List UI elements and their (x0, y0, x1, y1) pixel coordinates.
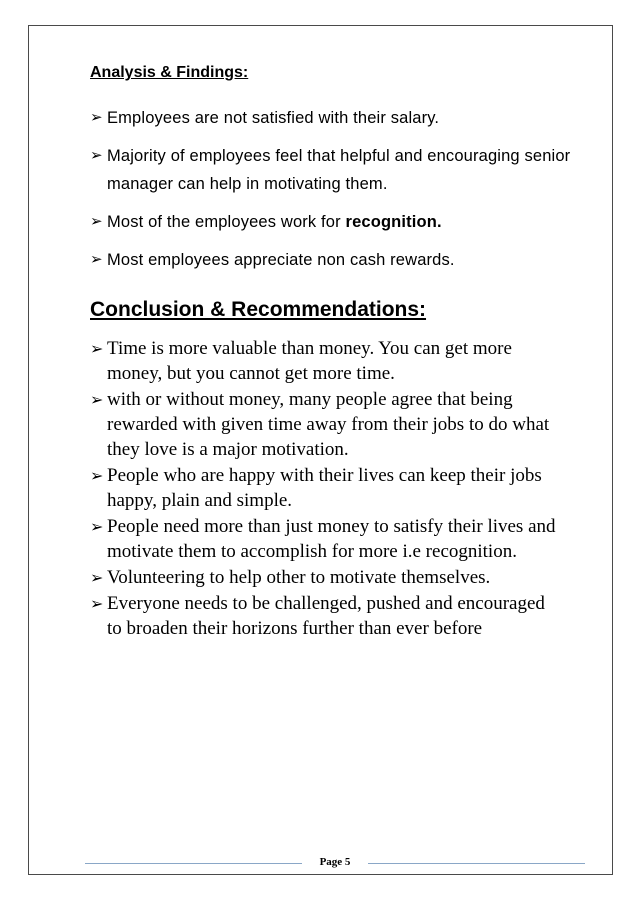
list-item: ➢ Majority of employees feel that helpful and encouraging senior manager can help in motivating them. (90, 142, 590, 198)
arrow-bullet-icon: ➢ (90, 594, 104, 613)
arrow-bullet-icon: ➢ (90, 213, 103, 230)
arrow-bullet-icon: ➢ (90, 251, 103, 268)
page-number: Page 5 (319, 856, 351, 868)
list-item: ➢ Everyone needs to be challenged, pushed and encouraged to broaden their horizons further than ever before (90, 593, 545, 639)
list-item: ➢ People need more than just money to satisfy their lives and motivate them to accomplish for more i.e recognition. (90, 516, 556, 562)
list-item: ➢ Employees are not satisfied with their salary. (90, 104, 590, 132)
list-item: ➢ Most of the employees work for recognition. (90, 208, 590, 236)
arrow-bullet-icon: ➢ (90, 147, 103, 164)
emphasis-recognition: recognition. (345, 213, 442, 231)
analysis-list (90, 104, 590, 274)
arrow-bullet-icon: ➢ (90, 390, 104, 409)
list-item: ➢ People who are happy with their lives can keep their jobs happy, plain and simple. (90, 465, 542, 511)
arrow-bullet-icon: ➢ (90, 466, 104, 485)
document-body (90, 62, 590, 642)
list-item: ➢ Volunteering to help other to motivate themselves. (90, 567, 491, 588)
footer-divider-right (368, 863, 585, 864)
arrow-bullet-icon: ➢ (90, 568, 104, 587)
list-item: ➢ Most employees appreciate non cash rewards. (90, 246, 590, 274)
conclusion-list (90, 336, 590, 641)
list-item: ➢ with or without money, many people agree that being rewarded with given time away from their jobs to do what they love is a major motivation. (90, 389, 550, 460)
conclusion-heading: Conclusion & Recommendations: (90, 298, 427, 321)
page-footer (85, 854, 585, 874)
arrow-bullet-icon: ➢ (90, 109, 103, 126)
arrow-bullet-icon: ➢ (90, 517, 104, 536)
list-item: ➢ Time is more valuable than money. You can get more money, but you cannot get more time. (90, 338, 512, 384)
arrow-bullet-icon: ➢ (90, 339, 104, 358)
analysis-heading: Analysis & Findings: (90, 64, 249, 81)
